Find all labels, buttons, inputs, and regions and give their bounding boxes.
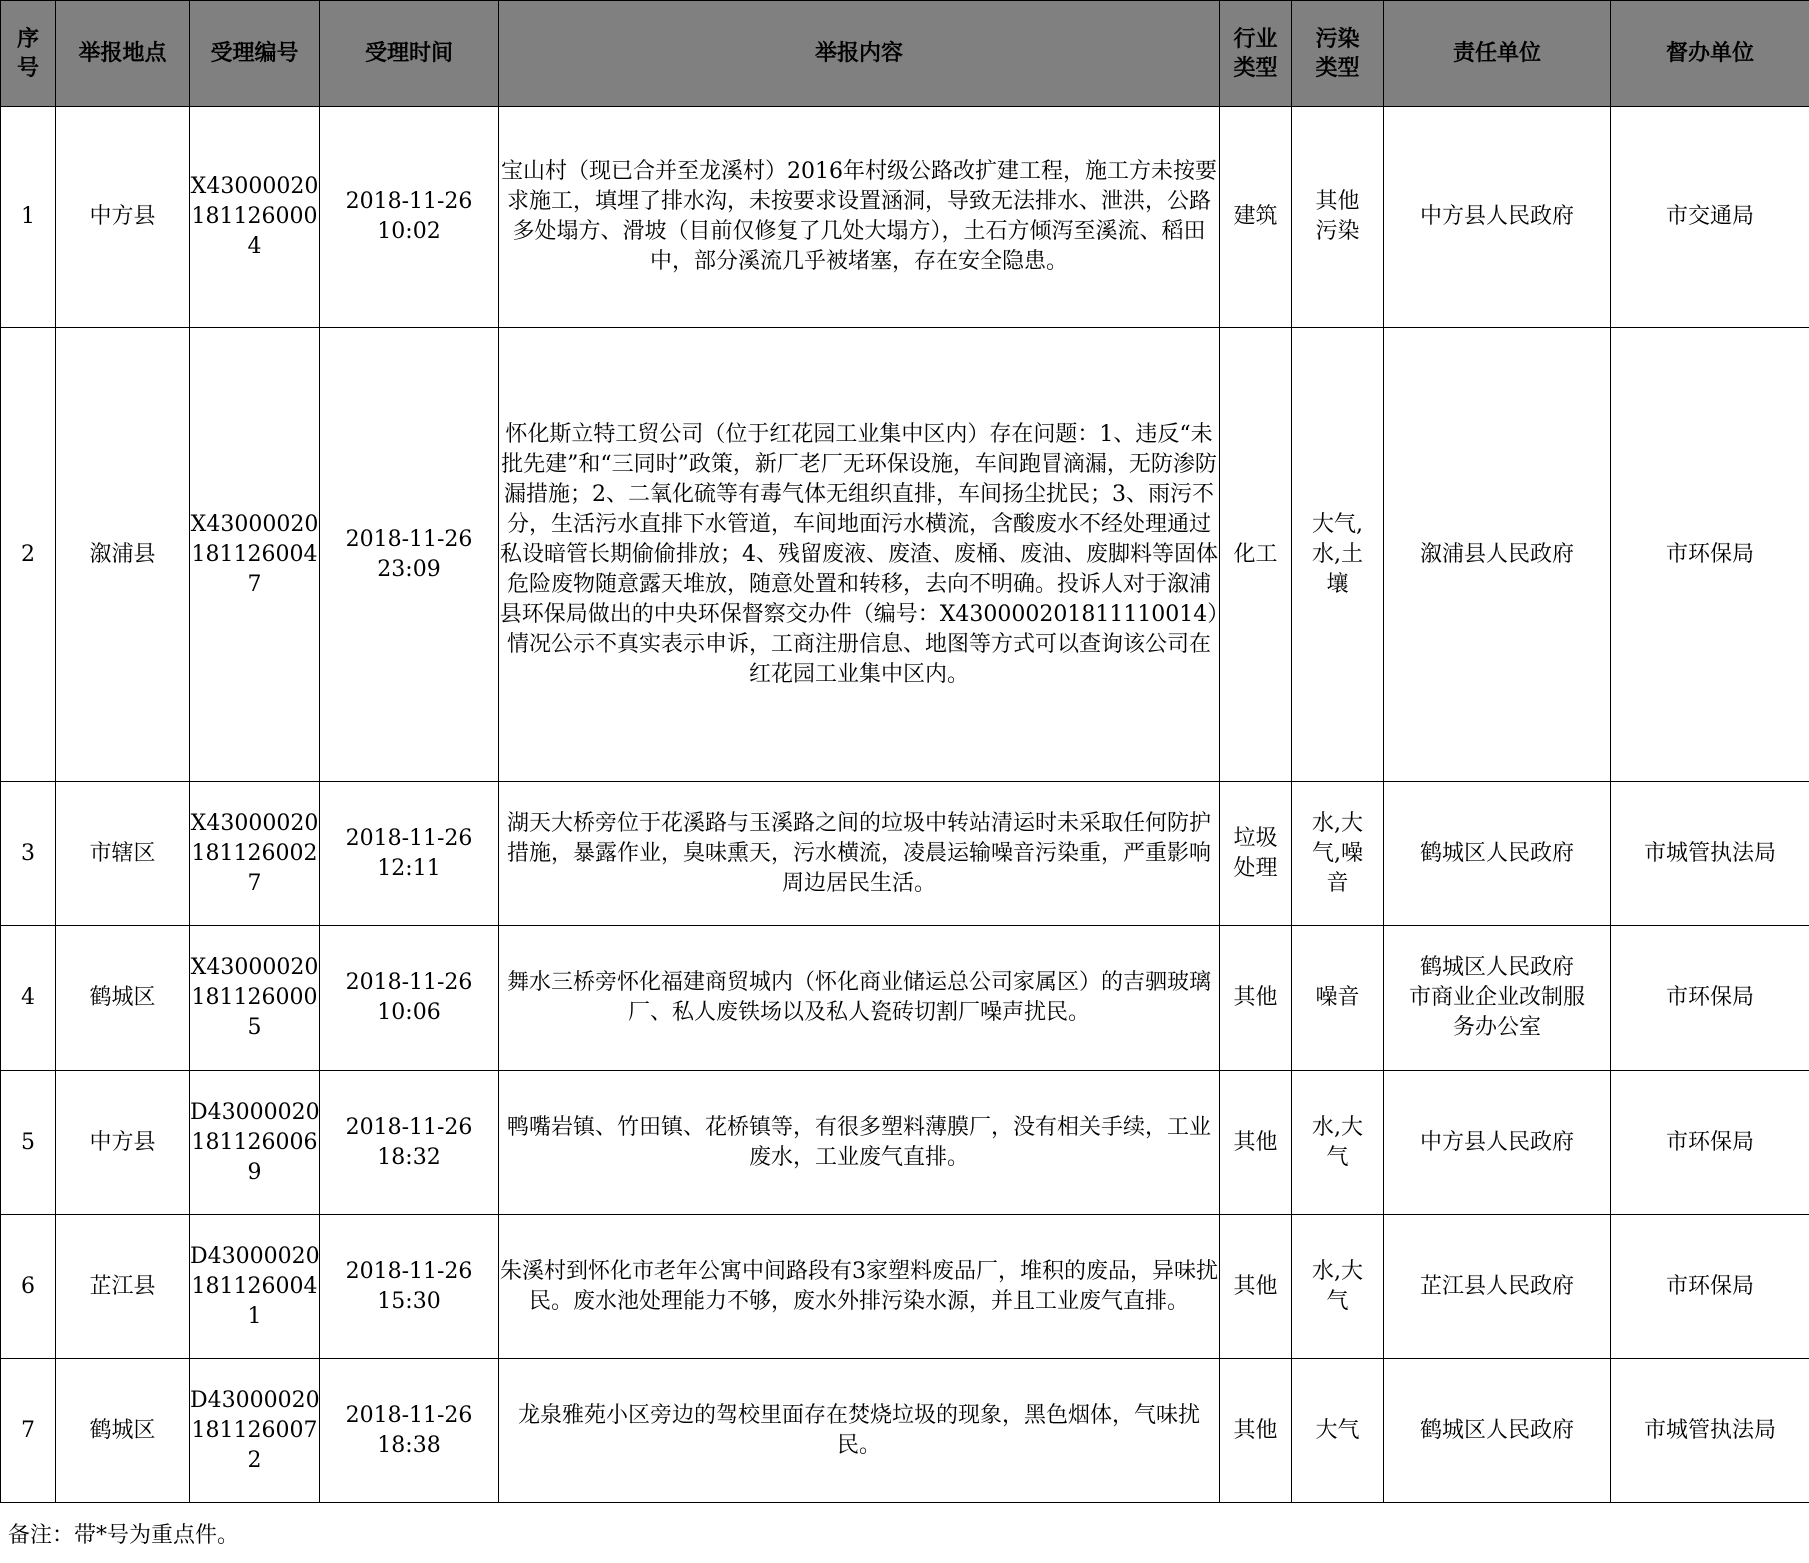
table-row <box>1 926 1809 1071</box>
cell-time: 2018-11-26 12:11 <box>320 782 499 926</box>
table-row <box>1 782 1809 926</box>
cell-location: 市辖区 <box>56 782 190 926</box>
cell-no: 1 <box>1 107 56 328</box>
cell-no: 5 <box>1 1071 56 1215</box>
cell-location: 芷江县 <box>56 1215 190 1359</box>
cell-pollution: 大气, 水,土 壤 <box>1292 328 1384 782</box>
header-pollution: 污染 类型 <box>1292 1 1384 107</box>
cell-no: 3 <box>1 782 56 926</box>
cell-content: 湖天大桥旁位于花溪路与玉溪路之间的垃圾中转站清运时未采取任何防护措施，暴露作业，臭味熏天，污水横流，凌晨运输噪音污染重，严重影响周边居民生活。 <box>499 782 1220 926</box>
cell-time: 2018-11-26 18:32 <box>320 1071 499 1215</box>
cell-responsible: 中方县人民政府 <box>1384 1071 1611 1215</box>
cell-location: 鹤城区 <box>56 1359 190 1503</box>
cell-time: 2018-11-26 10:02 <box>320 107 499 328</box>
cell-responsible: 鹤城区人民政府 <box>1384 782 1611 926</box>
cell-time: 2018-11-26 15:30 <box>320 1215 499 1359</box>
cell-time: 2018-11-26 18:38 <box>320 1359 499 1503</box>
cell-code: X43000020 181126000 5 <box>190 926 320 1071</box>
cell-code: X43000020 181126004 7 <box>190 328 320 782</box>
cell-no: 4 <box>1 926 56 1071</box>
cell-code: D43000020 181126004 1 <box>190 1215 320 1359</box>
cell-pollution: 噪音 <box>1292 926 1384 1071</box>
cell-code: D43000020 181126006 9 <box>190 1071 320 1215</box>
cell-content: 龙泉雅苑小区旁边的驾校里面存在焚烧垃圾的现象，黑色烟体，气味扰民。 <box>499 1359 1220 1503</box>
cell-pollution: 水,大 气 <box>1292 1215 1384 1359</box>
table-row <box>1 107 1809 328</box>
cell-content: 朱溪村到怀化市老年公寓中间路段有3家塑料废品厂，堆积的废品，异味扰民。废水池处理能力不够，废水外排污染水源，并且工业废气直排。 <box>499 1215 1220 1359</box>
cell-location: 溆浦县 <box>56 328 190 782</box>
cell-supervisor: 市环保局 <box>1611 926 1809 1071</box>
cell-location: 中方县 <box>56 1071 190 1215</box>
cell-content: 鸭嘴岩镇、竹田镇、花桥镇等，有很多塑料薄膜厂，没有相关手续，工业废水，工业废气直排。 <box>499 1071 1220 1215</box>
header-row <box>1 1 1809 107</box>
cell-pollution: 其他 污染 <box>1292 107 1384 328</box>
header-supervisor: 督办单位 <box>1611 1 1809 107</box>
cell-industry: 其他 <box>1220 1071 1292 1215</box>
cell-industry: 建筑 <box>1220 107 1292 328</box>
cell-code: D43000020 181126007 2 <box>190 1359 320 1503</box>
footer-note: 备注：带*号为重点件。 <box>8 1523 240 1548</box>
cell-responsible: 鹤城区人民政府 市商业企业改制服 务办公室 <box>1384 926 1611 1071</box>
cell-responsible: 中方县人民政府 <box>1384 107 1611 328</box>
cell-content: 舞水三桥旁怀化福建商贸城内（怀化商业储运总公司家属区）的吉驷玻璃厂、私人废铁场以及私人瓷砖切割厂噪声扰民。 <box>499 926 1220 1071</box>
table-row <box>1 1071 1809 1215</box>
cell-location: 鹤城区 <box>56 926 190 1071</box>
header-no: 序 号 <box>1 1 56 107</box>
cell-industry: 其他 <box>1220 1359 1292 1503</box>
cell-supervisor: 市城管执法局 <box>1611 782 1809 926</box>
table-row <box>1 328 1809 782</box>
table-row <box>1 1215 1809 1359</box>
cell-supervisor: 市城管执法局 <box>1611 1359 1809 1503</box>
cell-time: 2018-11-26 10:06 <box>320 926 499 1071</box>
cell-supervisor: 市环保局 <box>1611 328 1809 782</box>
cell-content: 怀化斯立特工贸公司（位于红花园工业集中区内）存在问题：1、违反“未批先建”和“三同时”政策，新厂老厂无环保设施，车间跑冒滴漏，无防渗防漏措施；2、二氧化硫等有毒气体无组织直排，车间扬尘扰民；3、雨污不分，生活污水直排下水管道，车间地面污水横流，含酸废水不经处理通过私设暗管长期偷偷排放；4、残留废液、废渣、废桶、废油、废脚料等固体危险废物随意露天堆放，随意处置和转移，去向不明确。投诉人对于溆浦县环保局做出的中央环保督察交办件（编号：X430000201811110014）情况公示不真实表示申诉，工商注册信息、地图等方式可以查询该公司在红花园工业集中区内。 <box>499 328 1220 782</box>
cell-location: 中方县 <box>56 107 190 328</box>
header-time: 受理时间 <box>320 1 499 107</box>
cell-pollution: 水,大 气 <box>1292 1071 1384 1215</box>
cell-no: 6 <box>1 1215 56 1359</box>
cell-responsible: 鹤城区人民政府 <box>1384 1359 1611 1503</box>
cell-no: 2 <box>1 328 56 782</box>
cell-pollution: 大气 <box>1292 1359 1384 1503</box>
cell-industry: 其他 <box>1220 926 1292 1071</box>
header-content: 举报内容 <box>499 1 1220 107</box>
cell-industry: 垃圾 处理 <box>1220 782 1292 926</box>
header-location: 举报地点 <box>56 1 190 107</box>
cell-industry: 其他 <box>1220 1215 1292 1359</box>
cell-time: 2018-11-26 23:09 <box>320 328 499 782</box>
cell-supervisor: 市环保局 <box>1611 1071 1809 1215</box>
cell-responsible: 溆浦县人民政府 <box>1384 328 1611 782</box>
cell-supervisor: 市交通局 <box>1611 107 1809 328</box>
cell-content: 宝山村（现已合并至龙溪村）2016年村级公路改扩建工程，施工方未按要求施工，填埋了排水沟，未按要求设置涵洞，导致无法排水、泄洪，公路多处塌方、滑坡（目前仅修复了几处大塌方），土石方倾泻至溪流、稻田中，部分溪流几乎被堵塞，存在安全隐患。 <box>499 107 1220 328</box>
header-industry: 行业 类型 <box>1220 1 1292 107</box>
cell-code: X43000020 181126002 7 <box>190 782 320 926</box>
cell-pollution: 水,大 气,噪 音 <box>1292 782 1384 926</box>
cell-code: X43000020 181126000 4 <box>190 107 320 328</box>
cell-no: 7 <box>1 1359 56 1503</box>
cell-supervisor: 市环保局 <box>1611 1215 1809 1359</box>
cell-industry: 化工 <box>1220 328 1292 782</box>
cell-responsible: 芷江县人民政府 <box>1384 1215 1611 1359</box>
table-row <box>1 1359 1809 1503</box>
header-responsible: 责任单位 <box>1384 1 1611 107</box>
header-code: 受理编号 <box>190 1 320 107</box>
